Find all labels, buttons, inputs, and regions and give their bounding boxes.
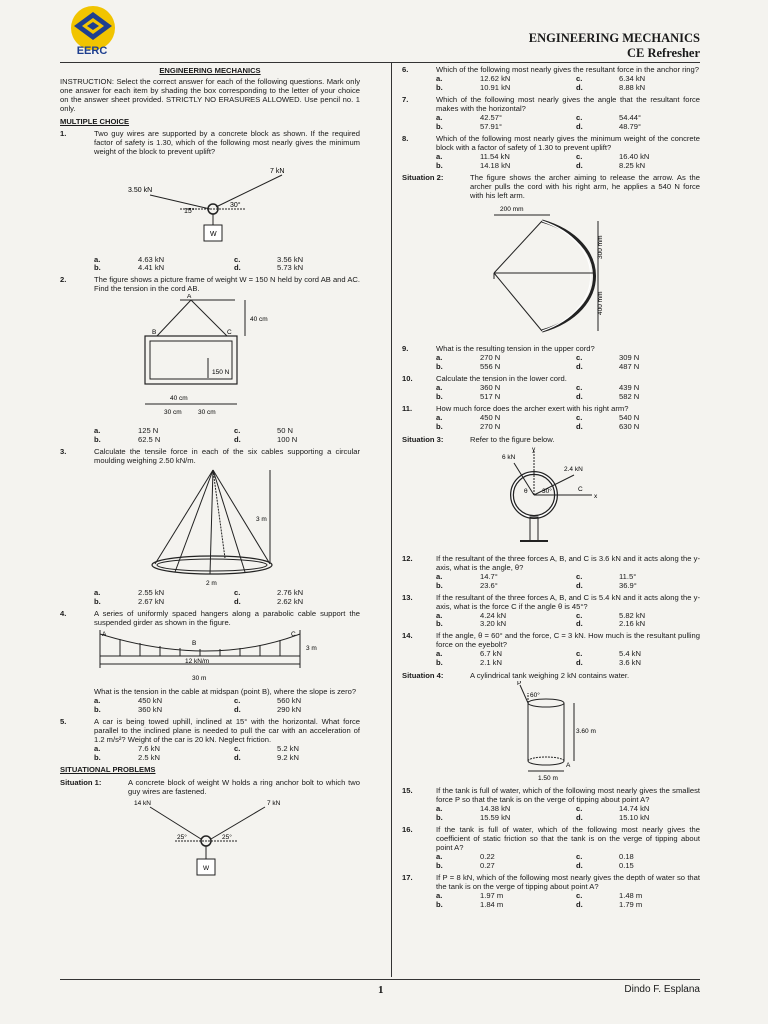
question-8: 8. Which of the following most nearly gives the minimum weight of the concrete block with a factor of safety of 1.30 to prevent uplift? — [402, 133, 700, 152]
choices-q8: a. 11.54 kN c. 16.40 kN b. 14.18 kN d. 8.25 kN — [436, 151, 650, 170]
svg-text:6 kN: 6 kN — [502, 453, 516, 461]
archer-bow-figure — [402, 201, 700, 339]
choices-q13: a. 4.24 kN c. 5.82 kN b. 3.20 kN d. 2.16 kN — [436, 610, 646, 629]
question-11: 11. How much force does the archer exert with his right arm? — [402, 404, 629, 414]
question-6: 6. Which of the following most nearly gives the resultant force in the anchor ring? — [402, 65, 699, 74]
choices-q12: a. 14.7° c. 11.5° b. 23.6° d. 36.9° — [436, 571, 637, 590]
page-number: 1 — [378, 984, 384, 996]
choices-q6: a. 12.62 kN c. 6.34 kN b. 10.91 kN d. 8.88 kN — [436, 73, 646, 92]
choices-q15: a. 14.38 kN c. 14.74 kN b. 15.59 kN d. 15.10 kN — [436, 804, 650, 822]
question-text: Two guy wires are supported by a concrete block as shown. If the required factor of safety is 1.30, which of the following most nearly gives the minimum weight of the block to prevent uplift? — [94, 128, 360, 156]
situation-3: Situation 3: Refer to the figure below. — [402, 434, 555, 444]
right-column — [402, 66, 700, 910]
choices-q10: a. 360 N c. 439 N b. 517 N d. 582 N — [436, 383, 640, 402]
picture-frame-figure — [60, 294, 360, 424]
choices-q7: a. 42.57° c. 54.44° b. 57.91° d. 48.79° — [436, 112, 642, 131]
multiple-choice-heading: MULTIPLE CHOICE — [60, 116, 130, 126]
svg-text:40 cm: 40 cm — [250, 316, 268, 324]
cylindrical-tank-figure — [402, 681, 700, 781]
choices-q16: a. 0.22 c. 0.18 b. 0.27 d. 0.15 — [436, 851, 634, 870]
svg-text:3 m: 3 m — [256, 516, 267, 524]
svg-text:30°: 30° — [230, 201, 241, 209]
guy-wire-figure — [60, 157, 360, 253]
section-title: ENGINEERING MECHANICS — [159, 66, 261, 75]
svg-text:30 cm: 30 cm — [198, 409, 216, 417]
question-4-continued: What is the tension in the cable at midspan (point B), where the slope is zero? — [94, 686, 357, 696]
svg-text:θ: θ — [524, 487, 528, 495]
question-7: 7. Which of the following most nearly gives the angle that the resultant force makes with the horizontal? — [402, 94, 700, 113]
svg-text:40 cm: 40 cm — [170, 395, 188, 403]
svg-text:W: W — [210, 230, 217, 238]
choices-q9: a. 270 N c. 309 N b. 556 N d. 487 N — [436, 353, 640, 372]
svg-text:150 N: 150 N — [212, 369, 230, 377]
question-3: 3. Calculate the tensile force in each of the six cables supporting a circular moulding weighing 2.50 kN/m. — [60, 447, 360, 466]
svg-text:2 m: 2 m — [206, 580, 217, 587]
situation-4: Situation 4: A cylindrical tank weighing 2 kN contains water. — [402, 671, 630, 681]
svg-text:3.50 kN: 3.50 kN — [128, 186, 153, 194]
choices-q17: a. 1.97 m c. 1.48 m b. 1.84 m d. 1.79 m — [436, 890, 643, 909]
svg-text:C: C — [291, 630, 296, 638]
svg-text:30 cm: 30 cm — [164, 409, 182, 417]
left-column — [60, 66, 360, 890]
question-12: 12. If the resultant of the three forces A, B, and C is 3.6 kN and it acts along the y-axis, what is the angle, θ? — [402, 553, 700, 572]
question-9: 9. What is the resulting tension in the upper cord? — [402, 344, 595, 354]
svg-text:A: A — [102, 630, 107, 638]
question-5: 5. A car is being towed uphill, inclined at 15° with the horizontal. What force parallel to the inclined plane is needed to pull the car with an acceleration of 1.2 m/s²? Weight of the car is 20 kN. Neglect friction. — [60, 716, 360, 744]
svg-text:14 kN: 14 kN — [134, 800, 151, 808]
eyebolt-figure — [402, 445, 700, 549]
header-subtitle: CE Refresher — [626, 46, 700, 60]
footer-rule — [60, 979, 700, 980]
svg-text:300 mm: 300 mm — [597, 235, 604, 260]
svg-text:x: x — [594, 492, 598, 500]
svg-text:30 m: 30 m — [192, 674, 207, 682]
situation-2: Situation 2: The figure shows the archer aiming to release the arrow. As the archer pulls the cord with his right arm, he applies a 540 N force with his left arm. — [402, 173, 700, 201]
svg-text:A: A — [566, 762, 571, 770]
svg-text:C: C — [578, 485, 583, 493]
svg-text:400 mm: 400 mm — [597, 291, 604, 316]
svg-text:B: B — [152, 329, 157, 337]
choices-q2: a. 125 N c. 50 N b. 62.5 N d. 100 N — [94, 426, 298, 445]
choices-q3: a. 2.55 kN c. 2.76 kN b. 2.67 kN d. 2.62 kN — [94, 588, 304, 607]
svg-text:15°: 15° — [184, 207, 195, 215]
choices-q1: a. 4.63 kN c. 3.56 kN b. 4.41 kN d. 5.73 kN — [94, 254, 304, 273]
svg-text:B: B — [192, 639, 197, 647]
situational-heading: SITUATIONAL PROBLEMS — [60, 765, 156, 775]
question-1 — [60, 130, 360, 157]
svg-text:y: y — [532, 445, 536, 453]
header-title: ENGINEERING MECHANICS — [528, 31, 700, 45]
svg-text:C: C — [227, 329, 232, 337]
question-13: 13. If the resultant of the three forces A, B, and C is 5.4 kN and it acts along the y-axis, what is the force C if the angle θ is 45°? — [402, 592, 700, 611]
circular-moulding-figure — [60, 466, 360, 586]
svg-text:3 m: 3 m — [306, 644, 317, 652]
svg-text:3.60 m: 3.60 m — [576, 728, 596, 736]
question-16: 16. If the tank is full of water, which of the following most nearly gives the coefficient of static friction so that the tank is on the verge of tipping about point A? — [402, 824, 700, 852]
parabolic-cable-figure — [60, 628, 360, 684]
svg-text:1.50 m: 1.50 m — [538, 775, 558, 782]
svg-text:2.4 kN: 2.4 kN — [564, 465, 583, 473]
choices-q14: a. 6.7 kN c. 5.4 kN b. 2.1 kN d. 3.6 kN — [436, 649, 641, 668]
header-rule — [60, 62, 700, 63]
svg-text:25°: 25° — [177, 834, 187, 842]
svg-text:A: A — [187, 294, 192, 301]
question-number: 1. — [60, 128, 67, 138]
svg-text:12 kN/m: 12 kN/m — [185, 657, 210, 665]
question-2: 2. The figure shows a picture frame of weight W = 150 N held by cord AB and AC. Find the tension in the cord AB. — [60, 275, 360, 294]
choices-q5: a. 7.6 kN c. 5.2 kN b. 2.5 kN d. 9.2 kN — [94, 743, 299, 762]
question-10: 10. Calculate the tension in the lower cord. — [402, 374, 567, 384]
column-divider — [391, 63, 392, 977]
svg-text:30°: 30° — [542, 487, 552, 495]
svg-text:EERC: EERC — [76, 45, 108, 57]
author-name: Dindo F. Esplana — [624, 984, 700, 995]
svg-text:P: P — [517, 681, 522, 688]
document-header — [529, 31, 700, 61]
choices-q4: a. 450 kN c. 560 kN b. 360 kN d. 290 kN — [94, 695, 302, 714]
svg-text:60°: 60° — [530, 692, 540, 700]
situation-1: Situation 1: A concrete block of weight W holds a ring anchor bolt to which two guy wires are fastened. — [60, 778, 360, 797]
svg-text:W: W — [203, 865, 210, 873]
svg-text:25°: 25° — [222, 834, 232, 842]
eerc-logo — [60, 4, 124, 60]
instruction-text: INSTRUCTION: Select the correct answer for each of the following questions. Mark only one answer for each item by shading the box corresponding to the letter of your choice on the answer sheet provided. STRICTLY NO ERASURES ALLOWED. Use pencil no. 1 only. — [60, 76, 360, 113]
svg-text:7 kN: 7 kN — [267, 800, 281, 808]
question-15: 15. If the tank is full of water, which of the following most nearly gives the smallest force P so that the tank is on the verge of tipping about point A? — [402, 786, 700, 805]
anchor-ring-figure — [60, 797, 360, 887]
question-4: 4. A series of uniformly spaced hangers along a parabolic cable support the suspended girder as shown in the figure. — [60, 608, 360, 627]
svg-text:7 kN: 7 kN — [270, 167, 285, 175]
choices-q11: a. 450 N c. 540 N b. 270 N d. 630 N — [436, 412, 640, 431]
svg-text:200 mm: 200 mm — [500, 206, 524, 214]
question-14: 14. If the angle, θ = 60° and the force, C = 3 kN. How much is the resultant pulling force on the eyebolt? — [402, 631, 700, 650]
question-17: 17. If P = 8 kN, which of the following most nearly gives the depth of water so that the tank is on the verge of tipping about point A? — [402, 872, 700, 891]
